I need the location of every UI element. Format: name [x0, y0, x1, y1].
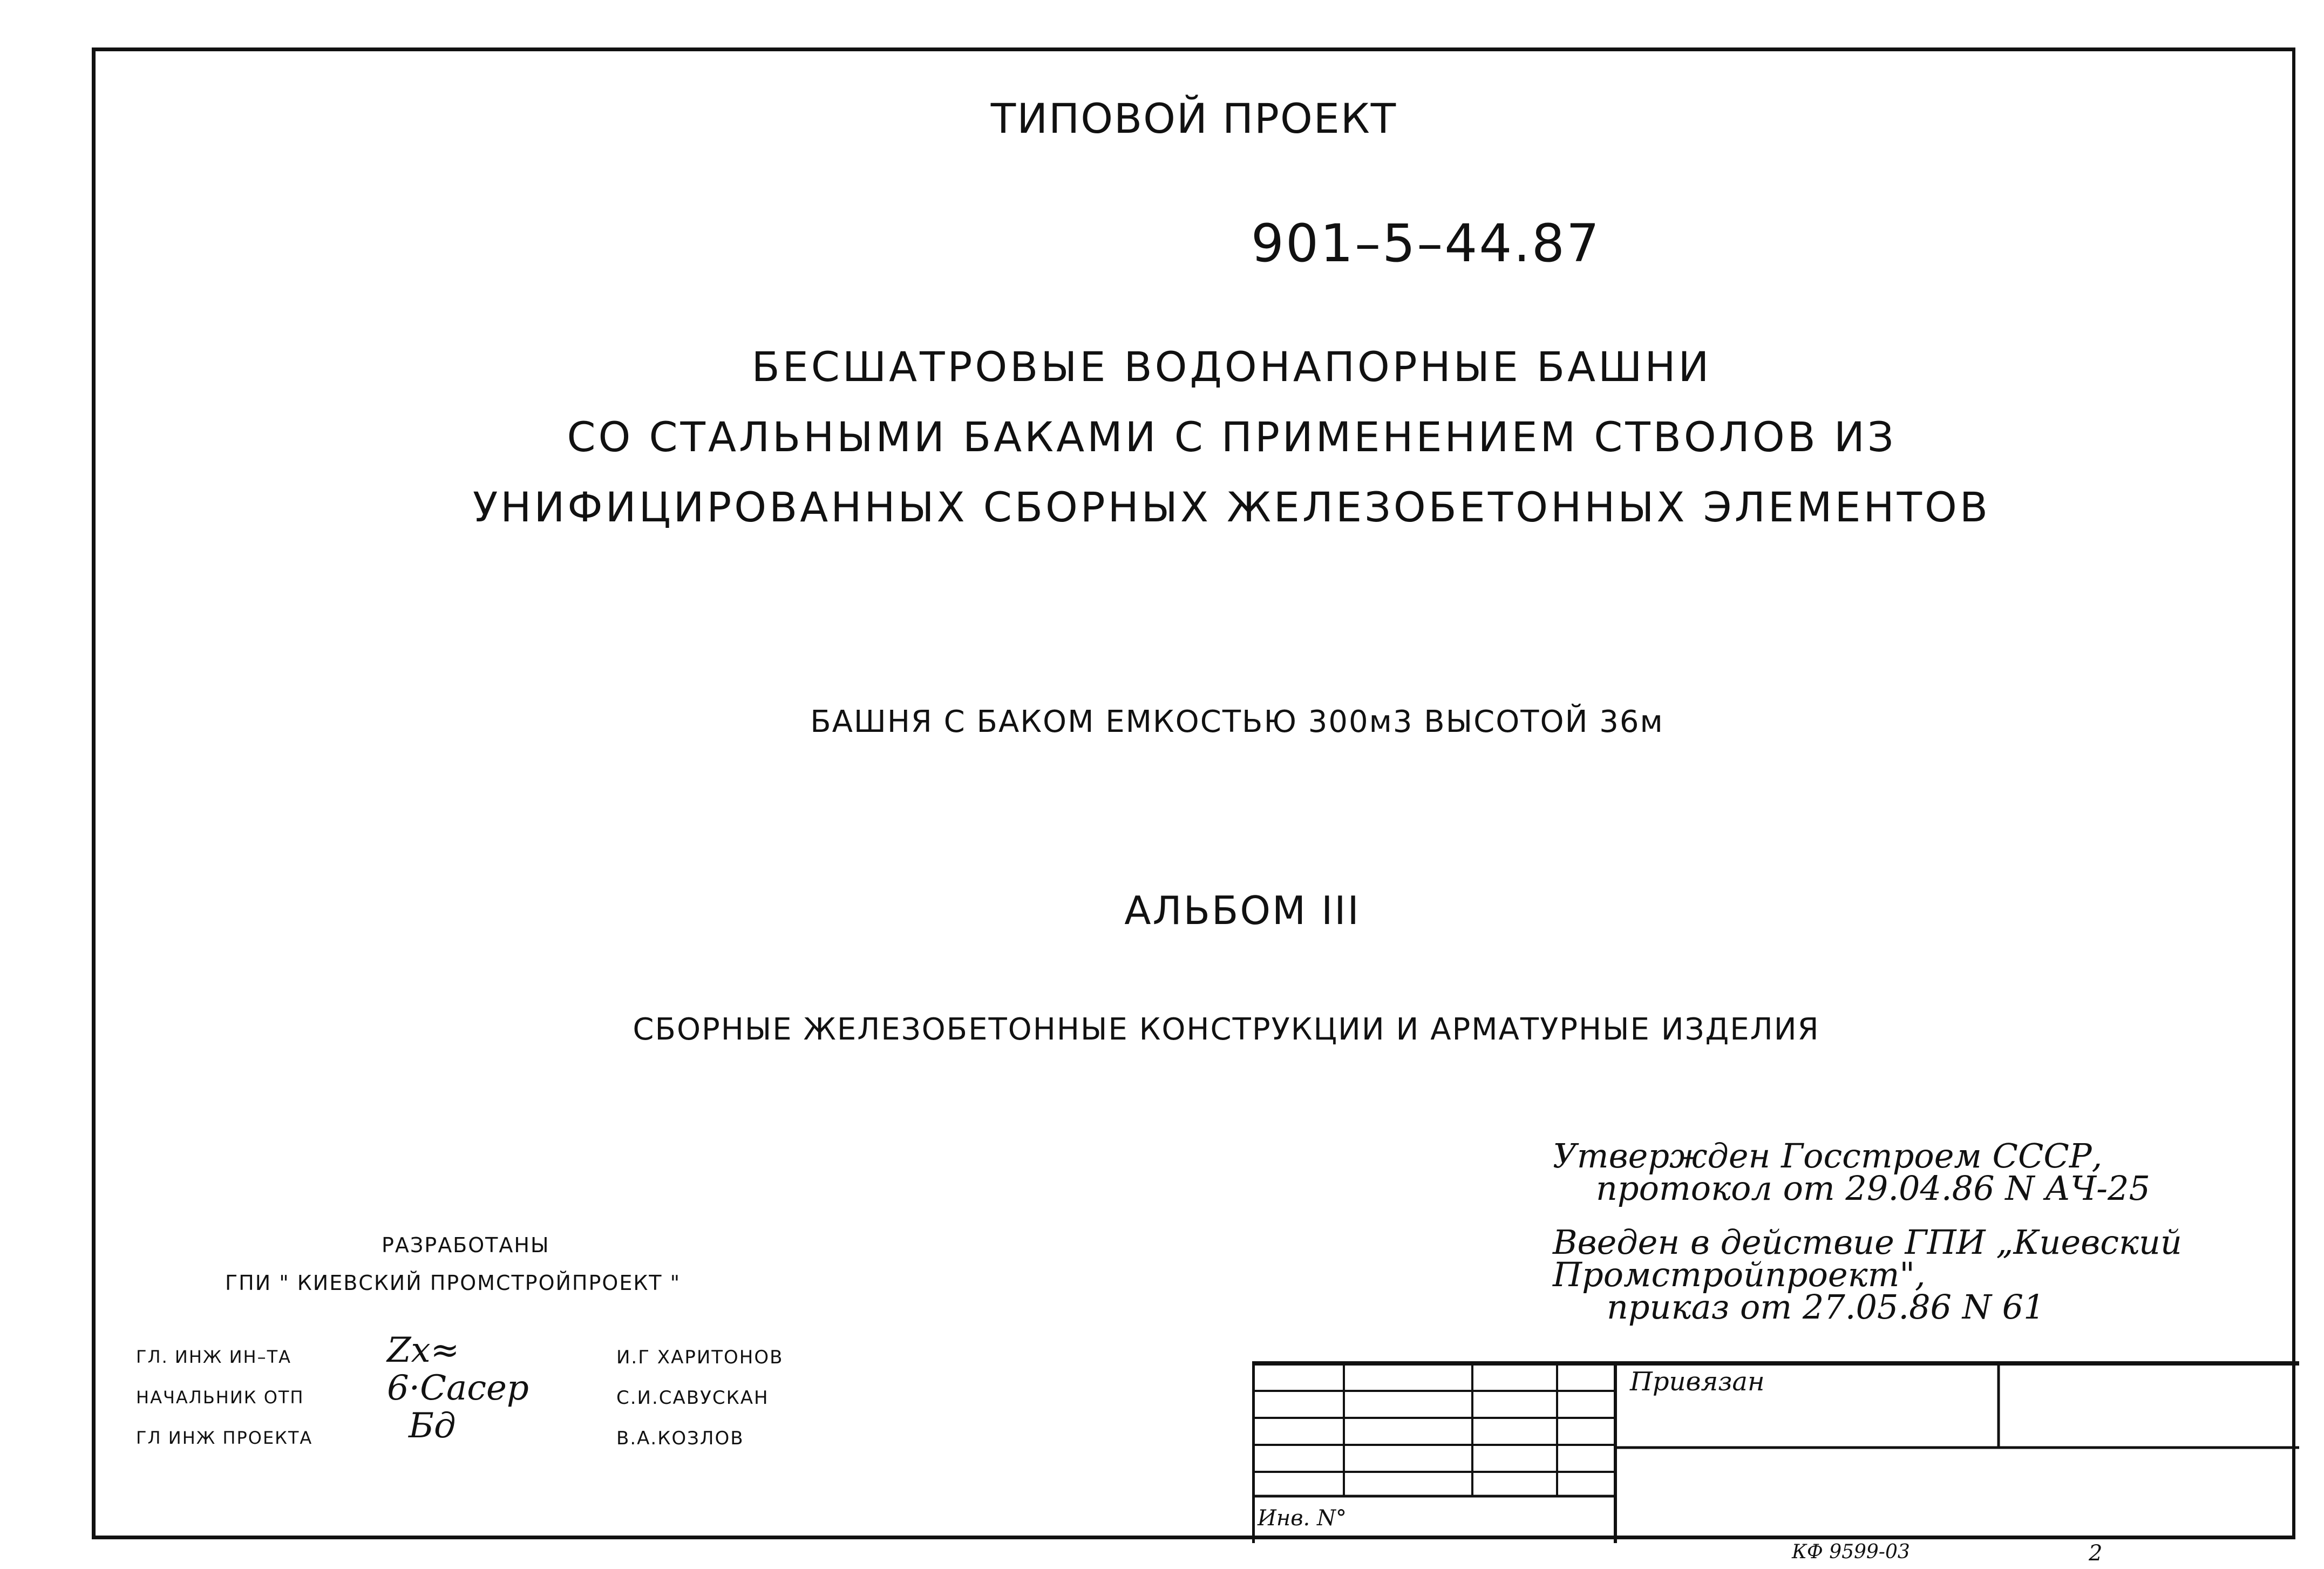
project-number: 901–5–44.87 [1251, 213, 1601, 274]
approval-line-5: приказ от 27.05.86 N 61 [1607, 1287, 2045, 1327]
approval-line-2: протокол от 29.04.86 N АЧ-25 [1596, 1169, 2150, 1208]
title-block-stamp [1252, 1361, 2299, 1543]
stamp-privyazan: Привязан [1630, 1367, 1765, 1397]
title-line-3: УНИФИЦИРОВАННЫХ СБОРНЫХ ЖЕЛЕЗОБЕТОННЫХ ЭЛЕМЕНТОВ [472, 483, 1990, 531]
sheet-code: КФ 9599-03 [1792, 1541, 1910, 1563]
signatory-role: ГЛ. ИНЖ ИН–ТА [136, 1347, 291, 1367]
title-line-1: БЕСШАТРОВЫЕ ВОДОНАПОРНЫЕ БАШНИ [751, 343, 1712, 391]
stamp-inventory: Инв. N° [1258, 1506, 1347, 1531]
signature-mark: 6·Сасер [387, 1368, 529, 1408]
signatory-name: С.И.САВУСКАН [616, 1387, 769, 1409]
signatory-name: И.Г ХАРИТОНОВ [616, 1347, 784, 1368]
approval-line-3: Введен в действие ГПИ „Киевский [1553, 1222, 2182, 1262]
approval-line-1: Утвержден Госстроем СССР, [1553, 1136, 2103, 1176]
drawing-frame [92, 47, 2295, 1539]
signatory-name: В.А.КОЗЛОВ [616, 1428, 744, 1449]
document-type: ТИПОВОЙ ПРОЕКТ [990, 94, 1397, 142]
signatory-role: НАЧАЛЬНИК ОТП [136, 1387, 304, 1408]
approval-line-4: Промстройпроект", [1553, 1255, 1926, 1294]
signatory-role: ГЛ ИНЖ ПРОЕКТА [136, 1428, 313, 1448]
developer-org: ГПИ " КИЕВСКИЙ ПРОМСТРОЙПРОЕКТ " [225, 1271, 681, 1295]
title-line-2: СО СТАЛЬНЫМИ БАКАМИ С ПРИМЕНЕНИЕМ СТВОЛОВ ИЗ [567, 413, 1897, 461]
stamp-grid [1252, 1361, 2299, 1543]
tower-spec: БАШНЯ С БАКОМ ЕМКОСТЬЮ 300м3 ВЫСОТОЙ 36м [810, 704, 1664, 739]
developer-label: РАЗРАБОТАНЫ [382, 1233, 550, 1257]
album-subtitle: СБОРНЫЕ ЖЕЛЕЗОБЕТОННЫЕ КОНСТРУКЦИИ И АРМАТУРНЫЕ ИЗДЕЛИЯ [633, 1012, 1820, 1047]
signature-mark: Бд [409, 1406, 456, 1446]
page-number: 2 [2089, 1541, 2103, 1566]
signature-mark: Zx≈ [387, 1330, 460, 1370]
album-number: АЛЬБОМ III [1124, 888, 1361, 933]
